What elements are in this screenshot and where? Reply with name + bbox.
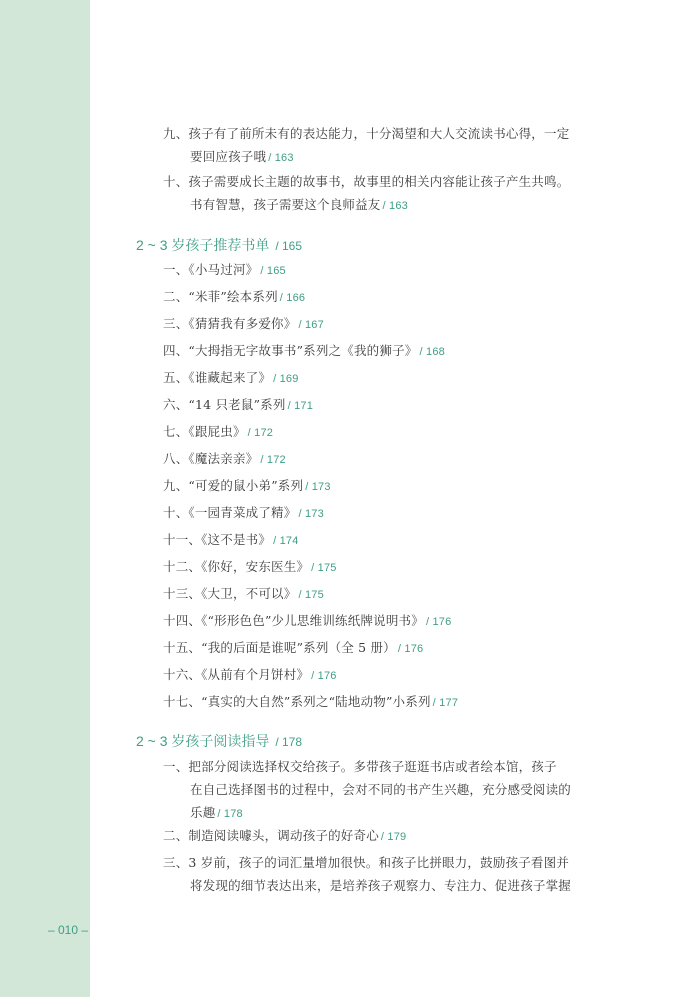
- toc-page-ref: / 173: [305, 481, 331, 493]
- toc-page-ref: / 172: [247, 427, 274, 439]
- toc-item-text: 二、“米菲”绘本系列: [163, 289, 278, 304]
- toc-page-ref: / 174: [273, 535, 299, 547]
- toc-item-text: 将发现的细节表达出来，是培养孩子观察力、专注力、促进孩子掌握: [190, 878, 572, 893]
- toc-page-ref: / 179: [380, 831, 407, 843]
- toc-item-text: 十六、《从前有个月饼村》: [163, 667, 310, 682]
- side-color-band: [0, 0, 90, 997]
- toc-item[interactable]: [163, 690, 603, 715]
- toc-item[interactable]: [163, 851, 603, 897]
- toc-item[interactable]: [163, 636, 603, 661]
- toc-item[interactable]: [163, 122, 603, 170]
- toc-item-text: 十四、《“形形色色”少儿思维训练纸牌说明书》: [163, 613, 424, 628]
- toc-page-ref: / 166: [279, 292, 306, 304]
- section-heading-book-list[interactable]: [136, 235, 302, 255]
- toc-page-ref: / 169: [273, 373, 299, 385]
- toc-item[interactable]: [163, 501, 603, 526]
- toc-item[interactable]: [163, 312, 603, 337]
- toc-item-text: 在自己选择图书的过程中，会对不同的书产生兴趣，充分感受阅读的: [190, 782, 572, 797]
- toc-item-text: 二、制造阅读噱头，调动孩子的好奇心: [163, 828, 379, 843]
- toc-page-ref: / 165: [260, 265, 286, 277]
- toc-item[interactable]: [163, 755, 603, 826]
- toc-item-text: 一、《小马过河》: [163, 262, 259, 277]
- toc-item-text: 一、把部分阅读选择权交给孩子。多带孩子逛逛书店或者绘本馆，孩子: [163, 759, 557, 774]
- toc-page-ref: / 178: [275, 735, 303, 749]
- toc-item[interactable]: [163, 393, 603, 418]
- toc-page-ref: / 163: [382, 200, 408, 212]
- toc-item-text: 八、《魔法亲亲》: [163, 451, 259, 466]
- toc-item[interactable]: [163, 555, 603, 580]
- toc-item-text: 书有智慧，孩子需要这个良师益友: [190, 197, 381, 212]
- toc-item-text: 九、孩子有了前所未有的表达能力，十分渴望和大人交流读书心得，一定: [163, 126, 570, 141]
- toc-page-ref: / 171: [287, 400, 314, 412]
- toc-item-text: 十七、“真实的大自然”系列之“陆地动物”小系列: [163, 694, 431, 709]
- toc-item[interactable]: [163, 366, 603, 391]
- toc-item[interactable]: [163, 447, 603, 472]
- toc-page-ref: / 163: [268, 152, 294, 164]
- toc-page-ref: / 176: [425, 616, 452, 628]
- toc-item[interactable]: [163, 285, 603, 310]
- toc-item[interactable]: [163, 663, 603, 688]
- toc-item-text: 四、“大拇指无字故事书”系列之《我的狮子》: [163, 343, 418, 358]
- toc-item-text: 九、“可爱的鼠小弟”系列: [163, 478, 304, 493]
- toc-item[interactable]: [163, 420, 603, 445]
- toc-item[interactable]: [163, 824, 603, 849]
- toc-item[interactable]: [163, 339, 603, 364]
- toc-item-text: 要回应孩子哦: [190, 149, 267, 164]
- toc-page-ref: / 173: [298, 508, 324, 520]
- toc-item-text: 十、《一园青菜成了精》: [163, 505, 297, 520]
- toc-item-text: 六、“14 只老鼠”系列: [163, 397, 286, 412]
- page-number: – 010 –: [48, 923, 89, 937]
- toc-page-ref: / 178: [217, 808, 243, 820]
- toc-page-ref: / 172: [260, 454, 286, 466]
- toc-page-ref: / 176: [311, 670, 337, 682]
- toc-page-ref: / 175: [298, 589, 324, 601]
- section-heading-reading-guide[interactable]: [136, 731, 302, 751]
- toc-page-ref: / 177: [432, 697, 459, 709]
- toc-item[interactable]: [163, 170, 603, 218]
- toc-item-text: 乐趣: [190, 805, 216, 820]
- toc-page-ref: / 167: [298, 319, 324, 331]
- toc-item[interactable]: [163, 258, 603, 283]
- toc-item[interactable]: [163, 528, 603, 553]
- toc-item-text: 三、3 岁前，孩子的词汇量增加很快。和孩子比拼眼力，鼓励孩子看图并: [163, 855, 570, 870]
- toc-page-ref: / 176: [397, 643, 424, 655]
- toc-item[interactable]: [163, 474, 603, 499]
- toc-item-text: 五、《谁藏起来了》: [163, 370, 272, 385]
- toc-page-ref: / 165: [275, 239, 303, 253]
- toc-item-text: 三、《猜猜我有多爱你》: [163, 316, 297, 331]
- toc-item-text: 十、孩子需要成长主题的故事书，故事里的相关内容能让孩子产生共鸣。: [163, 174, 570, 189]
- toc-item-text: 十五、“我的后面是谁呢”系列（全 5 册）: [163, 640, 396, 655]
- toc-item[interactable]: [163, 582, 603, 607]
- toc-item-text: 十一、《这不是书》: [163, 532, 272, 547]
- section-title: 2 ~ 3 岁孩子阅读指导: [136, 733, 270, 749]
- toc-page-ref: / 175: [311, 562, 337, 574]
- toc-item-text: 七、《跟屁虫》: [163, 424, 246, 439]
- toc-item-text: 十二、《你好，安东医生》: [163, 559, 310, 574]
- toc-page-ref: / 168: [419, 346, 445, 358]
- toc-item[interactable]: [163, 609, 603, 634]
- section-title: 2 ~ 3 岁孩子推荐书单: [136, 237, 270, 253]
- toc-item-text: 十三、《大卫，不可以》: [163, 586, 297, 601]
